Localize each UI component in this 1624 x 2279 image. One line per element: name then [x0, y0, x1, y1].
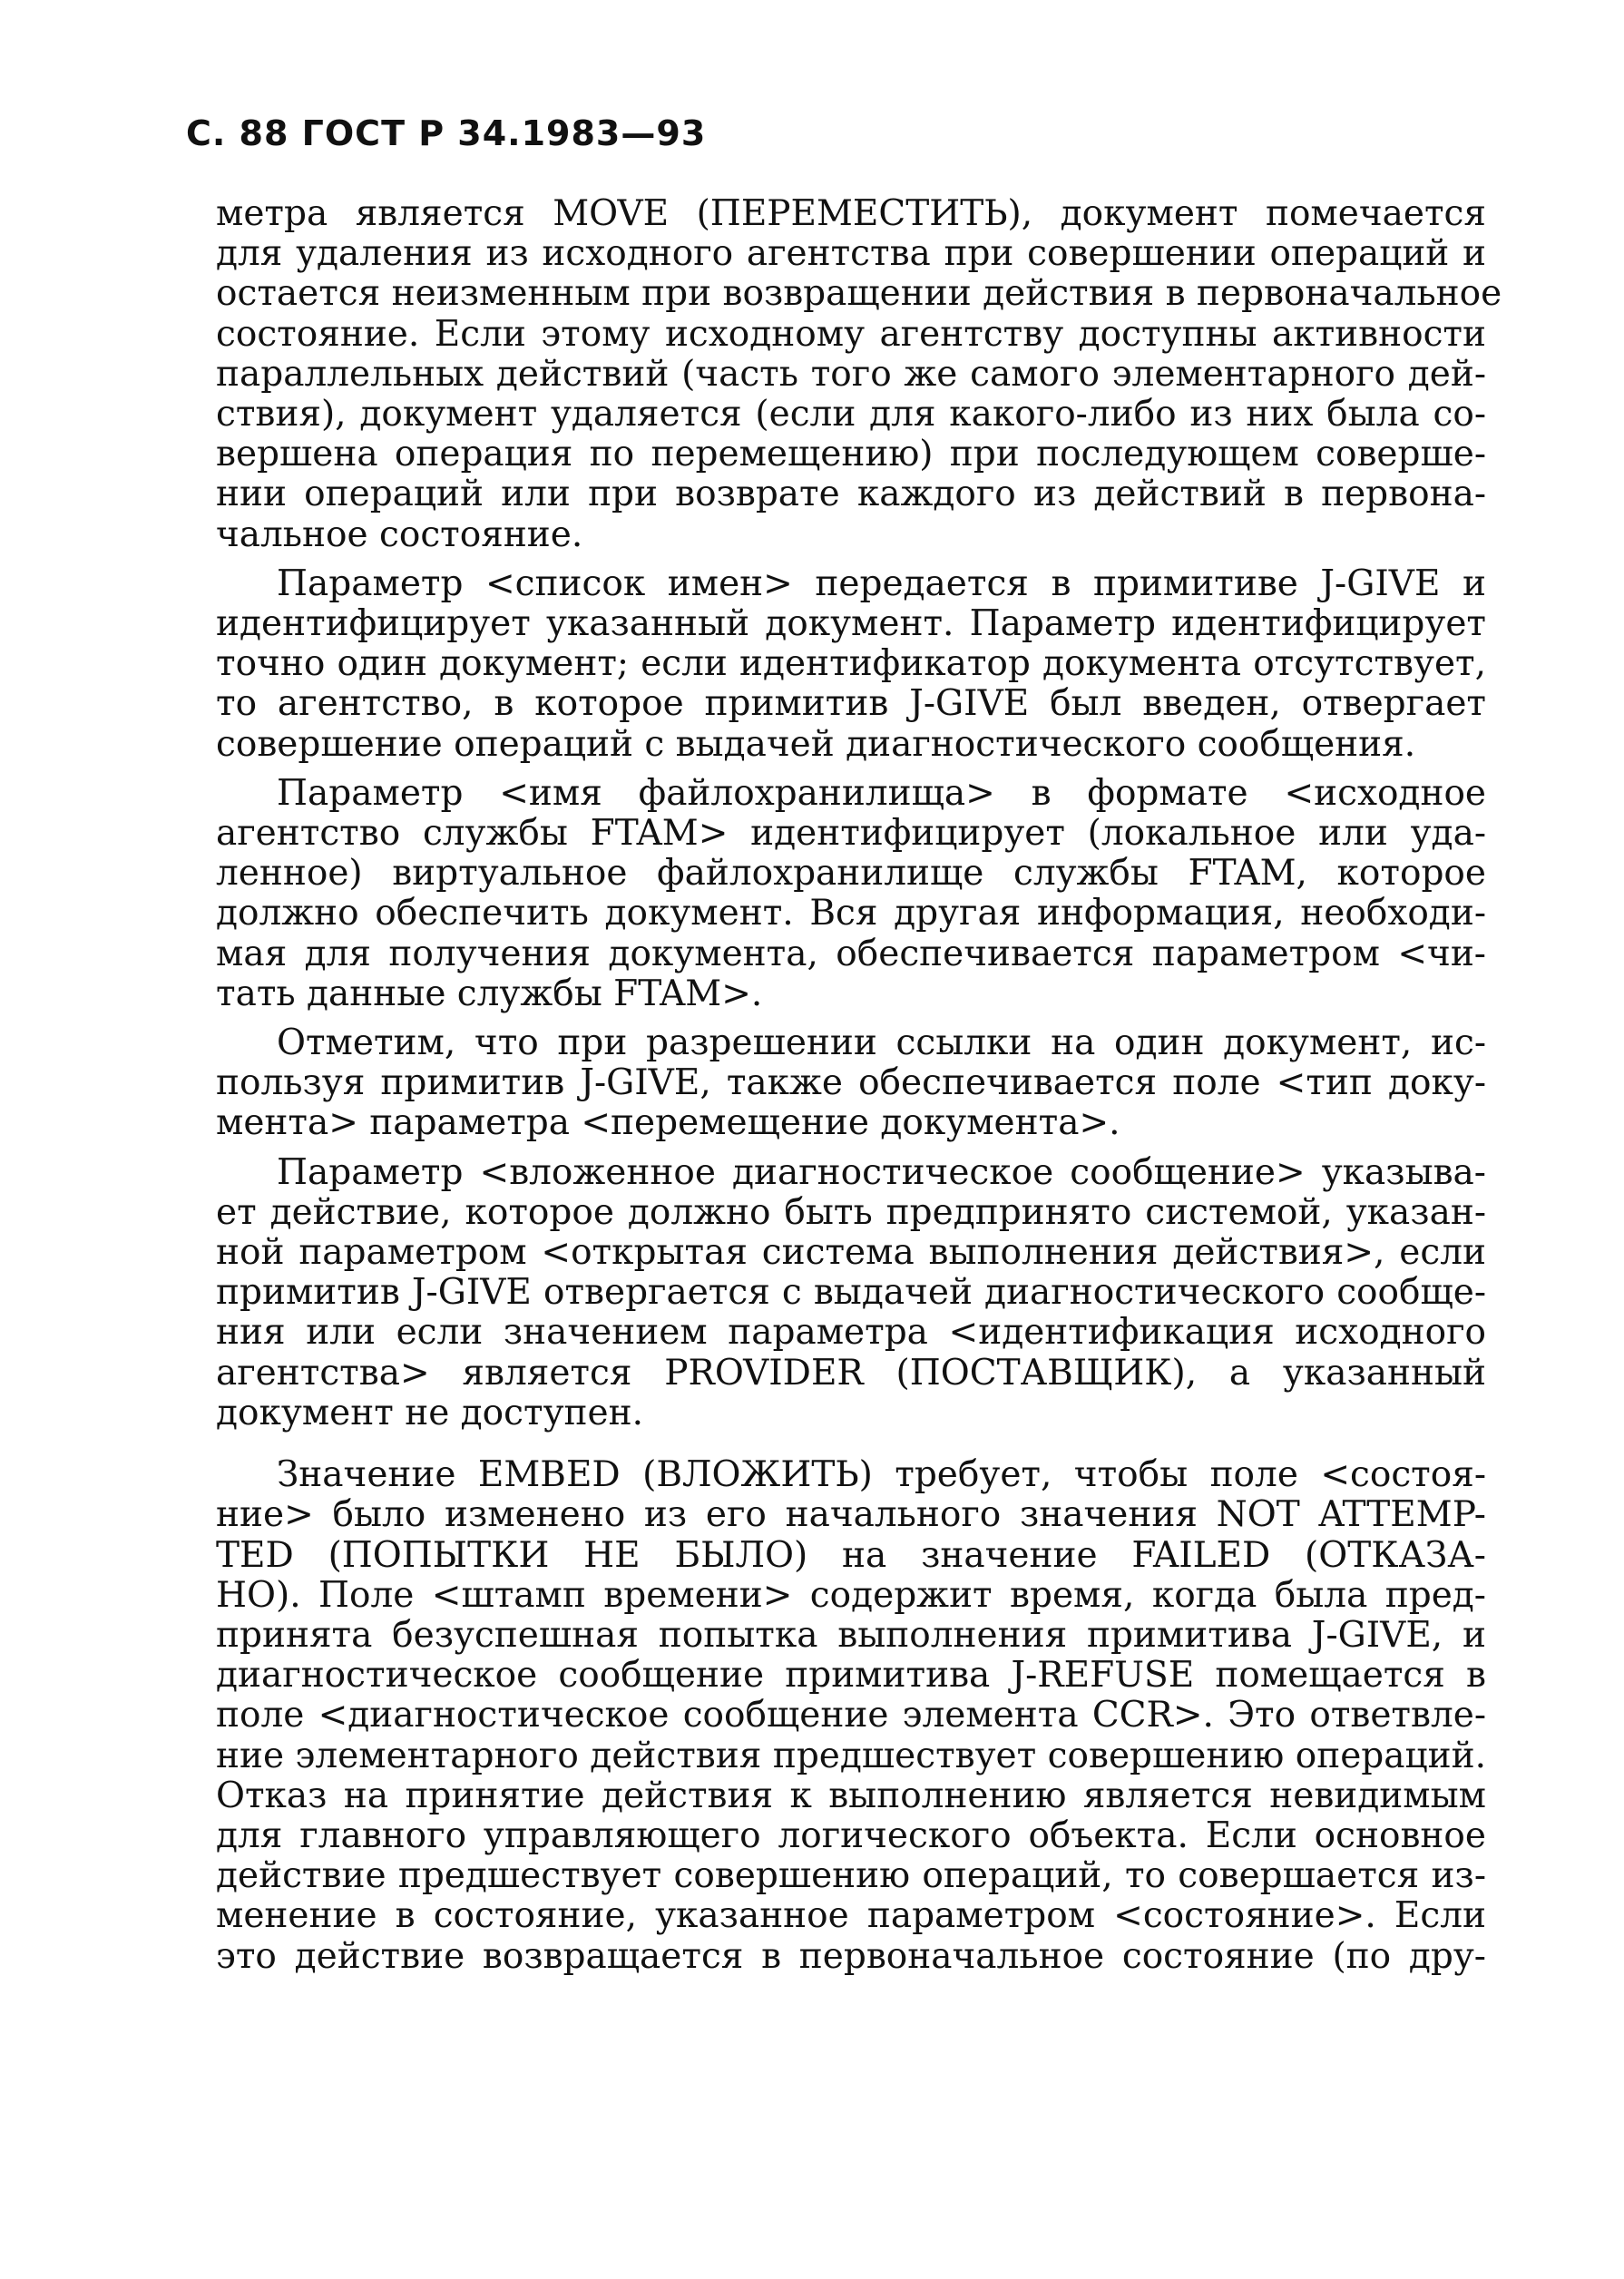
text-line: ние> было изменено из его начального значения NOT ATTEMP-	[216, 1494, 1486, 1536]
text-line: менение в состояние, указанное параметром <состояние>. Если	[216, 1895, 1486, 1937]
text-line: то агентство, в которое примитив J-GIVE был введен, отвергает	[216, 683, 1486, 725]
text-line: Отметим, что при разрешении ссылки на один документ, ис-	[277, 1022, 1486, 1064]
text-line: нии операций или при возврате каждого из действий в первона-	[216, 474, 1486, 515]
text-line: должно обеспечить документ. Вся другая информация, необходи-	[216, 893, 1486, 934]
text-line: это действие возвращается в первоначальное состояние (по дру-	[216, 1935, 1486, 1977]
text-line: пользуя примитив J-GIVE, также обеспечивается поле <тип доку-	[216, 1062, 1486, 1104]
text-line: примитив J-GIVE отвергается с выдачей диагностического сообще-	[216, 1272, 1486, 1314]
text-line: для удаления из исходного агентства при совершении операций и	[216, 233, 1486, 275]
text-line: совершение операций с выдачей диагностического сообщения.	[216, 723, 1416, 765]
text-line: НО). Поле <штамп времени> содержит время, когда была пред-	[216, 1574, 1486, 1616]
text-line: мая для получения документа, обеспечивается параметром <чи-	[216, 933, 1486, 974]
text-line: вершена операция по перемещению) при последующем соверше-	[216, 434, 1486, 475]
text-line: Значение EMBED (ВЛОЖИТЬ) требует, чтобы поле <состоя-	[277, 1454, 1486, 1496]
paragraph-3	[216, 774, 1486, 1014]
text-line: Параметр <имя файлохранилища> в формате <исходное	[277, 772, 1486, 814]
text-line: мента> параметра <перемещение документа>.	[216, 1102, 1120, 1144]
text-line: ствия), документ удаляется (если для какого-либо из них была со-	[216, 394, 1486, 435]
paragraph-5	[216, 1153, 1486, 1433]
text-line: точно один документ; если идентификатор документа отсутствует,	[216, 643, 1486, 685]
text-line: агентство службы FTAM> идентифицирует (локальное или уда-	[216, 813, 1486, 855]
text-line: параллельных действий (часть того же самого элементарного дей-	[216, 353, 1486, 395]
text-line: диагностическое сообщение примитива J-REFUSE помещается в	[216, 1655, 1486, 1697]
text-line: агентства> является PROVIDER (ПОСТАВЩИК), а указанный	[216, 1352, 1486, 1394]
text-line: TED (ПОПЫТКИ НЕ БЫЛО) на значение FAILED (ОТКАЗА-	[216, 1534, 1486, 1576]
text-line: действие предшествует совершению операций, то совершается из-	[216, 1855, 1486, 1897]
paragraph-1	[216, 193, 1502, 555]
paragraph-4	[216, 1023, 1486, 1144]
text-line: принята безуспешная попытка выполнения примитива J-GIVE, и	[216, 1614, 1486, 1656]
paragraph-6	[216, 1455, 1486, 1977]
text-line: Параметр <список имен> передается в примитиве J-GIVE и	[277, 562, 1486, 604]
text-line: тать данные службы FTAM>.	[216, 973, 763, 1014]
paragraph-2	[216, 564, 1486, 765]
text-line: для главного управляющего логического объекта. Если основное	[216, 1814, 1486, 1856]
text-line: документ не доступен.	[216, 1392, 643, 1433]
text-line: поле <диагностическое сообщение элемента CCR>. Это ответвле-	[216, 1695, 1486, 1736]
text-line: Отказ на принятие действия к выполнению является невидимым	[216, 1775, 1486, 1816]
text-line: метра является MOVE (ПЕРЕМЕСТИТЬ), документ помечается	[216, 193, 1486, 234]
text-line: ет действие, которое должно быть предпринято системой, указан-	[216, 1191, 1486, 1233]
text-line: идентифицирует указанный документ. Параметр идентифицирует	[216, 603, 1486, 645]
text-line: ния или если значением параметра <идентификация исходного	[216, 1312, 1486, 1354]
text-line: ной параметром <открытая система выполнения действия>, если	[216, 1232, 1486, 1274]
body-text	[216, 193, 1502, 1977]
text-line: ленное) виртуальное файлохранилище службы FTAM, которое	[216, 853, 1486, 895]
text-line: ние элементарного действия предшествует совершению операций.	[216, 1735, 1486, 1776]
page-header: С. 88 ГОСТ Р 34.1983—93	[186, 113, 707, 153]
text-line: чальное состояние.	[216, 514, 583, 555]
text-line: остается неизменным при возвращении действия в первоначальное	[216, 273, 1502, 315]
text-line: состояние. Если этому исходному агентству доступны активности	[216, 313, 1486, 355]
text-line: Параметр <вложенное диагностическое сообщение> указыва-	[277, 1151, 1486, 1193]
